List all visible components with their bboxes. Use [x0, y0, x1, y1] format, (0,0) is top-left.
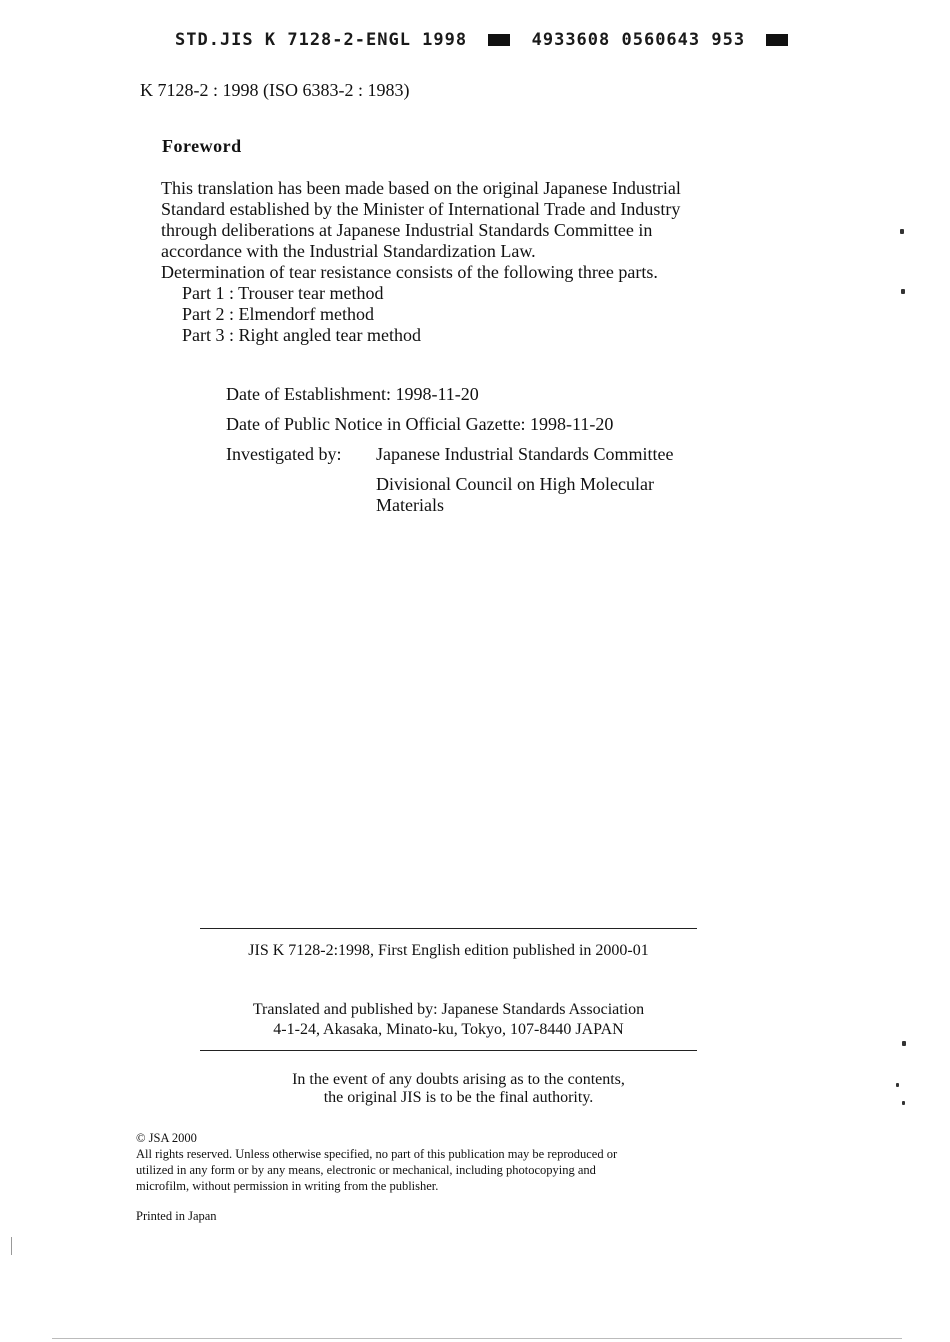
document-id: K 7128-2 : 1998 (ISO 6383-2 : 1983)	[140, 80, 410, 100]
investigated-line: Divisional Council on High Molecular	[376, 474, 654, 494]
copyright-symbol: © JSA 2000	[136, 1131, 197, 1145]
margin-dot-icon	[896, 1083, 899, 1087]
scan-bottom-line	[52, 1338, 902, 1339]
part-item: Part 2 : Elmendorf method	[182, 304, 374, 324]
foreword-line: Standard established by the Minister of International Trade and Industry	[161, 199, 681, 219]
margin-dot-icon	[900, 229, 904, 234]
foreword-line: Determination of tear resistance consists of the following three parts.	[161, 262, 658, 282]
edition-line: JIS K 7128-2:1998, First English edition published in 2000-01	[248, 942, 649, 959]
rights-line: microfilm, without permission in writing from the publisher.	[136, 1179, 439, 1193]
printed-in: Printed in Japan	[136, 1209, 217, 1223]
margin-dot-icon	[901, 289, 905, 294]
translated-by-line: Translated and published by: Japanese Standards Association	[252, 1001, 645, 1018]
rights-line: utilized in any form or by any means, electronic or mechanical, including photocopying and	[136, 1163, 596, 1177]
document-code-mid: 4933608 0560643 953	[531, 30, 746, 50]
foreword-heading: Foreword	[162, 136, 242, 156]
document-code-left: STD.JIS K 7128-2-ENGL 1998	[175, 30, 468, 50]
divider-bottom	[200, 1050, 697, 1051]
investigated-label: Investigated by:	[226, 444, 342, 464]
foreword-paragraph	[161, 178, 771, 283]
divider-top	[200, 928, 697, 929]
part-item: Part 1 : Trouser tear method	[182, 283, 384, 303]
rights-line: All rights reserved. Unless otherwise specified, no part of this publication may be reproduced or	[136, 1147, 618, 1161]
publisher-address: 4-1-24, Akasaka, Minato-ku, Tokyo, 107-8440 JAPAN	[273, 1021, 624, 1038]
foreword-line: through deliberations at Japanese Industrial Standards Committee in	[161, 220, 653, 240]
part-item: Part 3 : Right angled tear method	[182, 325, 421, 345]
scan-edge-line	[11, 1237, 12, 1255]
barcode-block-icon	[488, 34, 510, 46]
foreword-line: accordance with the Industrial Standardization Law.	[161, 241, 536, 261]
doubts-line: In the event of any doubts arising as to the contents,	[292, 1071, 625, 1088]
parts-list	[182, 283, 421, 346]
margin-dot-icon	[902, 1041, 906, 1046]
barcode-block-icon-end	[766, 34, 788, 46]
investigated-line: Materials	[376, 495, 444, 515]
establishment-date: Date of Establishment: 1998-11-20	[226, 384, 479, 404]
investigated-line: Japanese Industrial Standards Committee	[376, 444, 674, 464]
doubts-line: the original JIS is to be the final authority.	[323, 1089, 594, 1106]
document-code-line	[175, 30, 798, 50]
margin-dot-icon	[902, 1101, 905, 1105]
gazette-date: Date of Public Notice in Official Gazette: 1998-11-20	[226, 414, 614, 434]
foreword-line: This translation has been made based on the original Japanese Industrial	[161, 178, 681, 198]
